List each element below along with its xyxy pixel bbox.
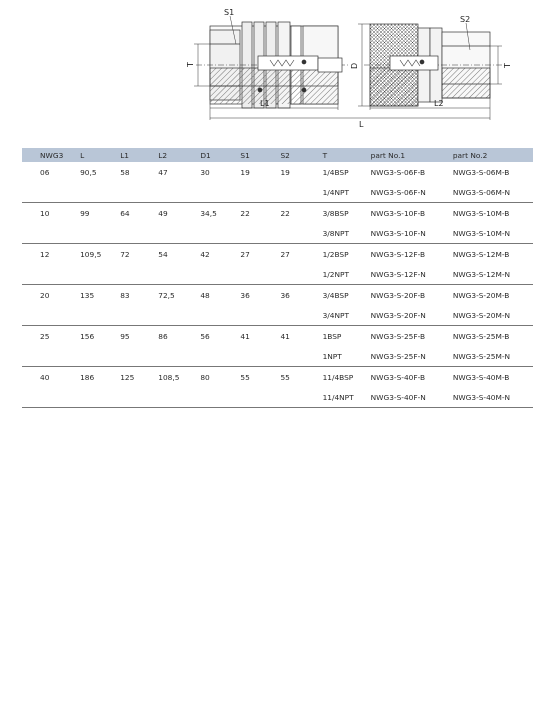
cell-part-no-2: NWG3-S-06M-N — [452, 187, 511, 197]
table-row — [22, 387, 533, 408]
header-t: T — [322, 150, 328, 160]
table-group — [22, 326, 533, 367]
header-nwg3: NWG3 — [40, 150, 64, 160]
cell-l1: 58 — [120, 167, 130, 177]
spec-table — [22, 148, 533, 408]
header-l1: L1 — [120, 150, 130, 160]
cell-l2: 108,5 — [158, 372, 180, 382]
table-row — [22, 346, 533, 367]
cell-part-no-1: NWG3-S-06F-N — [370, 187, 426, 197]
cell-t: 1/4NPT — [322, 187, 349, 197]
cell-s2: 22 — [280, 208, 290, 218]
cell-s2: 36 — [280, 290, 290, 300]
header-s1: S1 — [240, 150, 250, 160]
table-row — [22, 162, 533, 182]
cell-l1: 72 — [120, 249, 130, 259]
cell-part-no-1: NWG3-S-25F-B — [370, 331, 426, 341]
cell-part-no-2: NWG3-S-25M-B — [452, 331, 510, 341]
cell-l1: 83 — [120, 290, 130, 300]
cell-nwg3: 20 — [40, 290, 50, 300]
table-row — [22, 264, 533, 285]
cell-d1: 56 — [200, 331, 210, 341]
cell-l: 135 — [80, 290, 95, 300]
label-l2: L2 — [434, 99, 444, 108]
table-row — [22, 285, 533, 306]
table-group — [22, 203, 533, 244]
cell-nwg3: 10 — [40, 208, 50, 218]
cell-nwg3: 06 — [40, 167, 50, 177]
cell-part-no-1: NWG3-S-25F-N — [370, 351, 426, 361]
cell-s2: 41 — [280, 331, 290, 341]
table-row — [22, 305, 533, 326]
label-s1: S1 — [224, 8, 235, 17]
table-group — [22, 244, 533, 285]
table-row — [22, 223, 533, 244]
cell-l1: 64 — [120, 208, 130, 218]
cell-t: 3/8NPT — [322, 228, 349, 238]
cell-part-no-1: NWG3-S-40F-N — [370, 392, 426, 402]
cell-nwg3: 12 — [40, 249, 50, 259]
table-group — [22, 162, 533, 203]
header-part-no-2: part No.2 — [452, 150, 488, 160]
cell-part-no-2: NWG3-S-40M-N — [452, 392, 511, 402]
cell-s2: 27 — [280, 249, 290, 259]
cell-s1: 22 — [240, 208, 250, 218]
cell-s1: 36 — [240, 290, 250, 300]
cell-d1: 80 — [200, 372, 210, 382]
cell-part-no-1: NWG3-S-40F-B — [370, 372, 426, 382]
cell-l: 99 — [80, 208, 90, 218]
cell-l: 109,5 — [80, 249, 102, 259]
cell-t: 1BSP — [322, 331, 342, 341]
label-t-right: T — [503, 63, 512, 68]
cell-part-no-2: NWG3-S-40M-B — [452, 372, 510, 382]
cell-s1: 41 — [240, 331, 250, 341]
cell-t: 1/2BSP — [322, 249, 349, 259]
table-row — [22, 326, 533, 347]
header-s2: S2 — [280, 150, 290, 160]
female-coupler-drawing — [196, 22, 350, 108]
cell-t: 1NPT — [322, 351, 342, 361]
label-d: D — [350, 62, 359, 69]
table-header-row — [22, 148, 533, 162]
cell-t: 1/2NPT — [322, 269, 349, 279]
cell-part-no-2: NWG3-S-10M-B — [452, 208, 510, 218]
cell-d1: 48 — [200, 290, 210, 300]
cell-l2: 86 — [158, 331, 168, 341]
cell-part-no-2: NWG3-S-06M-B — [452, 167, 510, 177]
cell-l: 156 — [80, 331, 95, 341]
table-row — [22, 203, 533, 224]
cell-part-no-1: NWG3-S-12F-B — [370, 249, 426, 259]
cell-part-no-1: NWG3-S-10F-B — [370, 208, 426, 218]
table-row — [22, 367, 533, 388]
table-row — [22, 182, 533, 203]
cell-s1: 55 — [240, 372, 250, 382]
cell-part-no-1: NWG3-S-10F-N — [370, 228, 426, 238]
table-group — [22, 285, 533, 326]
coupling-technical-drawing — [178, 4, 518, 128]
cell-nwg3: 25 — [40, 331, 50, 341]
header-l2: L2 — [158, 150, 168, 160]
cell-l1: 95 — [120, 331, 130, 341]
cell-part-no-1: NWG3-S-06F-B — [370, 167, 426, 177]
label-t-left: T — [186, 62, 195, 67]
cell-t: 1/4BSP — [322, 167, 349, 177]
cell-s2: 19 — [280, 167, 290, 177]
header-d1: D1 — [200, 150, 211, 160]
cell-part-no-2: NWG3-S-20M-B — [452, 290, 510, 300]
cell-l1: 125 — [120, 372, 135, 382]
male-plug-drawing — [364, 24, 502, 106]
header-part-no-1: part No.1 — [370, 150, 406, 160]
cell-part-no-2: NWG3-S-12M-N — [452, 269, 511, 279]
cell-d1: 42 — [200, 249, 210, 259]
cell-l2: 49 — [158, 208, 168, 218]
cell-part-no-1: NWG3-S-12F-N — [370, 269, 426, 279]
label-s2: S2 — [460, 15, 471, 24]
cell-t: 3/4NPT — [322, 310, 349, 320]
cell-l: 90,5 — [80, 167, 97, 177]
cell-d1: 30 — [200, 167, 210, 177]
cell-l2: 47 — [158, 167, 168, 177]
cell-d1: 34,5 — [200, 208, 217, 218]
header-l: L — [80, 150, 85, 160]
cell-part-no-2: NWG3-S-12M-B — [452, 249, 510, 259]
cell-t: 11/4NPT — [322, 392, 354, 402]
cell-part-no-1: NWG3-S-20F-N — [370, 310, 426, 320]
cell-nwg3: 40 — [40, 372, 50, 382]
cell-l2: 54 — [158, 249, 168, 259]
cell-t: 3/4BSP — [322, 290, 349, 300]
cell-l: 186 — [80, 372, 95, 382]
cell-s2: 55 — [280, 372, 290, 382]
cell-s1: 19 — [240, 167, 250, 177]
label-l1: L1 — [260, 99, 270, 108]
cell-t: 3/8BSP — [322, 208, 349, 218]
cell-part-no-2: NWG3-S-25M-N — [452, 351, 511, 361]
cell-part-no-2: NWG3-S-20M-N — [452, 310, 511, 320]
table-group — [22, 367, 533, 408]
cell-t: 11/4BSP — [322, 372, 354, 382]
label-l: L — [359, 120, 364, 128]
cell-part-no-2: NWG3-S-10M-N — [452, 228, 511, 238]
cell-l2: 72,5 — [158, 290, 175, 300]
table-row — [22, 244, 533, 265]
cell-s1: 27 — [240, 249, 250, 259]
cell-part-no-1: NWG3-S-20F-B — [370, 290, 426, 300]
